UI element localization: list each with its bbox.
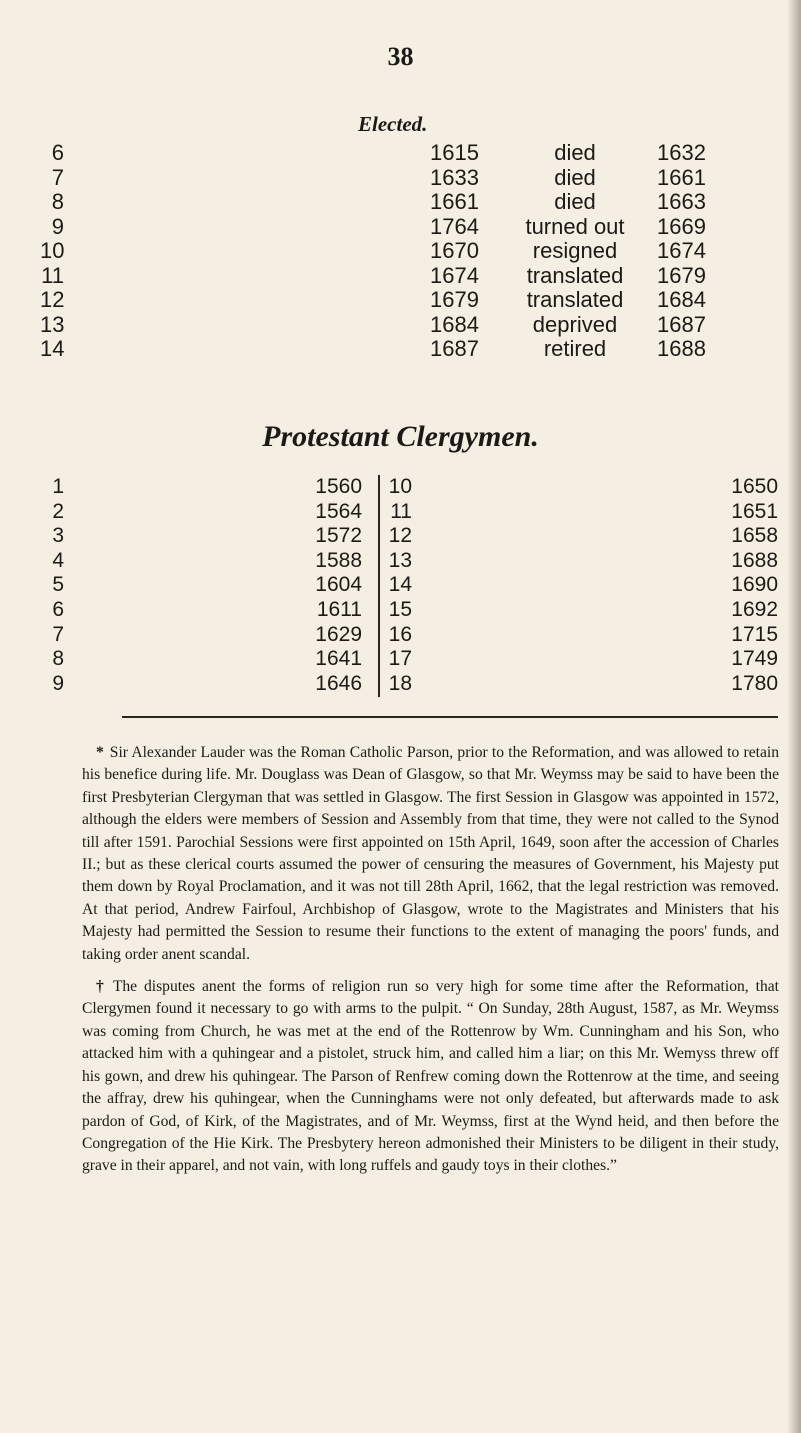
clergy-year: 1780 [731, 671, 778, 695]
clergy-row [40, 549, 370, 574]
bishop-row [40, 165, 720, 190]
clergy-number: 18 [388, 671, 412, 695]
clergy-row [388, 672, 780, 697]
clergy-number: 17 [388, 647, 412, 671]
clergy-number: 9 [52, 671, 64, 695]
bishop-end-year: 1632 [657, 140, 706, 165]
footnote-mark: * [96, 744, 104, 761]
bishop-event: died [554, 189, 596, 214]
clergy-year: 1641 [315, 647, 362, 671]
bishops-list [40, 140, 720, 361]
page-number: 38 [387, 42, 414, 71]
clergy-number: 12 [388, 524, 412, 548]
bishop-event: translated [526, 262, 624, 288]
bishop-elected-year: 1633 [430, 164, 479, 190]
bishop-number: 12 [40, 287, 65, 312]
clergy-year: 1690 [731, 573, 778, 597]
bishop-elected-year: 1615 [430, 140, 479, 165]
bishop-row [40, 214, 720, 239]
footnote-paragraph [82, 976, 779, 1178]
clergy-row [40, 672, 370, 697]
bishop-end-year: 1684 [657, 287, 706, 312]
clergy-number: 1 [52, 475, 64, 498]
bishop-event: died [554, 164, 596, 190]
bishop-event: deprived [532, 311, 618, 337]
bishop-end-year: 1687 [657, 311, 706, 337]
clergy-year: 1588 [315, 548, 362, 572]
bishop-end-year: 1663 [657, 189, 706, 214]
bishop-end-year: 1674 [657, 238, 706, 263]
clergy-year: 1611 [316, 597, 362, 621]
bishop-number: 6 [51, 140, 64, 165]
bishop-event: translated [526, 287, 624, 312]
elected-heading: Elected. [358, 112, 428, 136]
clergy-number: 6 [52, 597, 64, 621]
clergy-row [40, 524, 370, 549]
bishop-row [40, 189, 720, 214]
clergy-row [388, 500, 780, 525]
clergy-row [40, 573, 370, 598]
bishop-end-year: 1679 [657, 262, 706, 288]
clergy-row [388, 549, 780, 574]
clergy-year: 1629 [315, 622, 362, 646]
clergy-number: 4 [52, 548, 64, 572]
clergy-row [40, 647, 370, 672]
clergy-number: 7 [52, 622, 64, 646]
clergy-row [388, 475, 780, 500]
bishop-event: died [554, 140, 596, 165]
bishop-elected-year: 1670 [430, 238, 479, 263]
bishop-elected-year: 1679 [430, 287, 479, 312]
bishop-number: 8 [51, 189, 64, 214]
clergy-column-right [388, 475, 780, 696]
bishop-elected-year: 1661 [430, 189, 479, 214]
bishop-row [40, 140, 720, 165]
clergy-number: 2 [52, 499, 64, 523]
clergy-number: 13 [388, 548, 412, 572]
bishop-elected-year: 1687 [430, 336, 479, 361]
clergy-year: 1604 [315, 573, 362, 597]
clergy-number: 11 [390, 499, 412, 523]
clergy-year: 1651 [731, 499, 778, 523]
page-edge-shadow [787, 0, 801, 1433]
clergy-row [40, 500, 370, 525]
bishop-row [40, 312, 720, 337]
clergy-number: 3 [52, 524, 64, 548]
bishop-row [40, 287, 720, 312]
bishop-number: 7 [51, 164, 64, 190]
clergy-column-left [40, 475, 370, 696]
bishop-elected-year: 1684 [430, 311, 479, 337]
clergy-row [40, 598, 370, 623]
bishop-row [40, 336, 720, 361]
bishop-end-year: 1688 [657, 336, 706, 361]
bishop-number: 9 [51, 213, 64, 239]
clergy-year: 1560 [315, 475, 362, 498]
bishop-event: turned out [525, 213, 625, 239]
clergy-number: 10 [388, 475, 412, 498]
clergy-number: 15 [388, 597, 412, 621]
clergy-heading: Protestant Clergymen. [262, 420, 539, 453]
clergy-year: 1692 [731, 597, 778, 621]
clergy-year: 1572 [315, 524, 362, 548]
clergy-row [388, 647, 780, 672]
bishop-number: 10 [40, 238, 65, 263]
clergy-year: 1658 [731, 524, 778, 548]
bishop-number: 13 [40, 311, 65, 337]
column-divider [378, 475, 380, 697]
clergy-year: 1688 [731, 548, 778, 572]
clergy-row [388, 623, 780, 648]
clergy-row [388, 573, 780, 598]
bishop-event: retired [543, 336, 607, 361]
clergy-year: 1715 [731, 622, 778, 646]
bishop-elected-year: 1674 [430, 262, 479, 288]
clergy-row [40, 475, 370, 500]
bishop-number: 11 [41, 262, 64, 288]
clergy-year: 1646 [315, 671, 362, 695]
clergy-row [388, 524, 780, 549]
bishop-row [40, 238, 720, 263]
bishop-elected-year: 1764 [430, 213, 479, 239]
clergy-row [40, 623, 370, 648]
footnotes [82, 742, 779, 1188]
bishop-number: 14 [40, 336, 65, 361]
footnote-text: Sir Alexander Lauder was the Roman Catholic Parson, prior to the Reformation, and was allowed to retain his benefice during life. Mr. Douglass was Dean of Glasgow, so that Mr. Weymss may be said to have been the first Presbyterian Clergyman that was settled in Glasgow. The first Session in Glasgow was appointed in 1572, although the elders were members of Session and Assembly from that time, they were not called to the Synod till after 1591. Parochial Sessions were first appointed on 15th April, 1649, soon after the accession of Charles II.; but as these clerical courts assumed the power of censuring the measures of Government, his Majesty put them down by Royal Proclamation, and it was not till 28th April, 1662, that the legal restriction was removed. At that period, Andrew Fairfoul, Archbishop of Glasgow, wrote to the Magistrates and Ministers that his Majesty had permitted the Session to resume their functions to the extent of managing the poors' funds, and taking order anent scandal. [82, 744, 779, 963]
clergy-year: 1650 [731, 475, 778, 498]
bishop-end-year: 1669 [657, 213, 706, 239]
bishop-end-year: 1661 [657, 164, 706, 190]
clergy-number: 5 [52, 573, 64, 597]
footnote-rule [122, 716, 778, 718]
clergy-year: 1749 [731, 647, 778, 671]
bishop-event: resigned [532, 238, 618, 263]
footnote-paragraph [82, 742, 779, 966]
footnote-mark: † [96, 978, 107, 996]
bishop-row [40, 263, 720, 288]
footnote-text: The disputes anent the forms of religion run so very high for some time after the Reformation, that Clergymen found it necessary to go with arms to the pulpit. “ On Sunday, 28th August, 1587, as Mr. Weymss was coming from Church, he was met at the end of the Rottenrow by Wm. Cunningham and his Son, who attacked him with a quhingear and a pistolet, struck him, and called him a liar; on this Mr. Wemyss threw off his gown, and drew his quhingear. The Parson of Renfrew coming down the Rottenrow at the time, and seeing the affray, drew his quhingear, when the Cunninghams were not only defeated, but afterwards made to ask pardon of God, of Kirk, of the Magistrates, and of Mr. Weymss, first at the Wynd heid, and then before the Congregation of the Hie Kirk. The Presbytery hereon admonished their Ministers to be diligent in their study, grave in their apparel, and not vain, with long ruffels and gaudy toys in their clothes.” [82, 978, 779, 1175]
clergy-number: 14 [388, 573, 412, 597]
clergy-row [388, 598, 780, 623]
clergy-year: 1564 [315, 499, 362, 523]
clergy-number: 16 [388, 622, 412, 646]
clergy-number: 8 [52, 647, 64, 671]
